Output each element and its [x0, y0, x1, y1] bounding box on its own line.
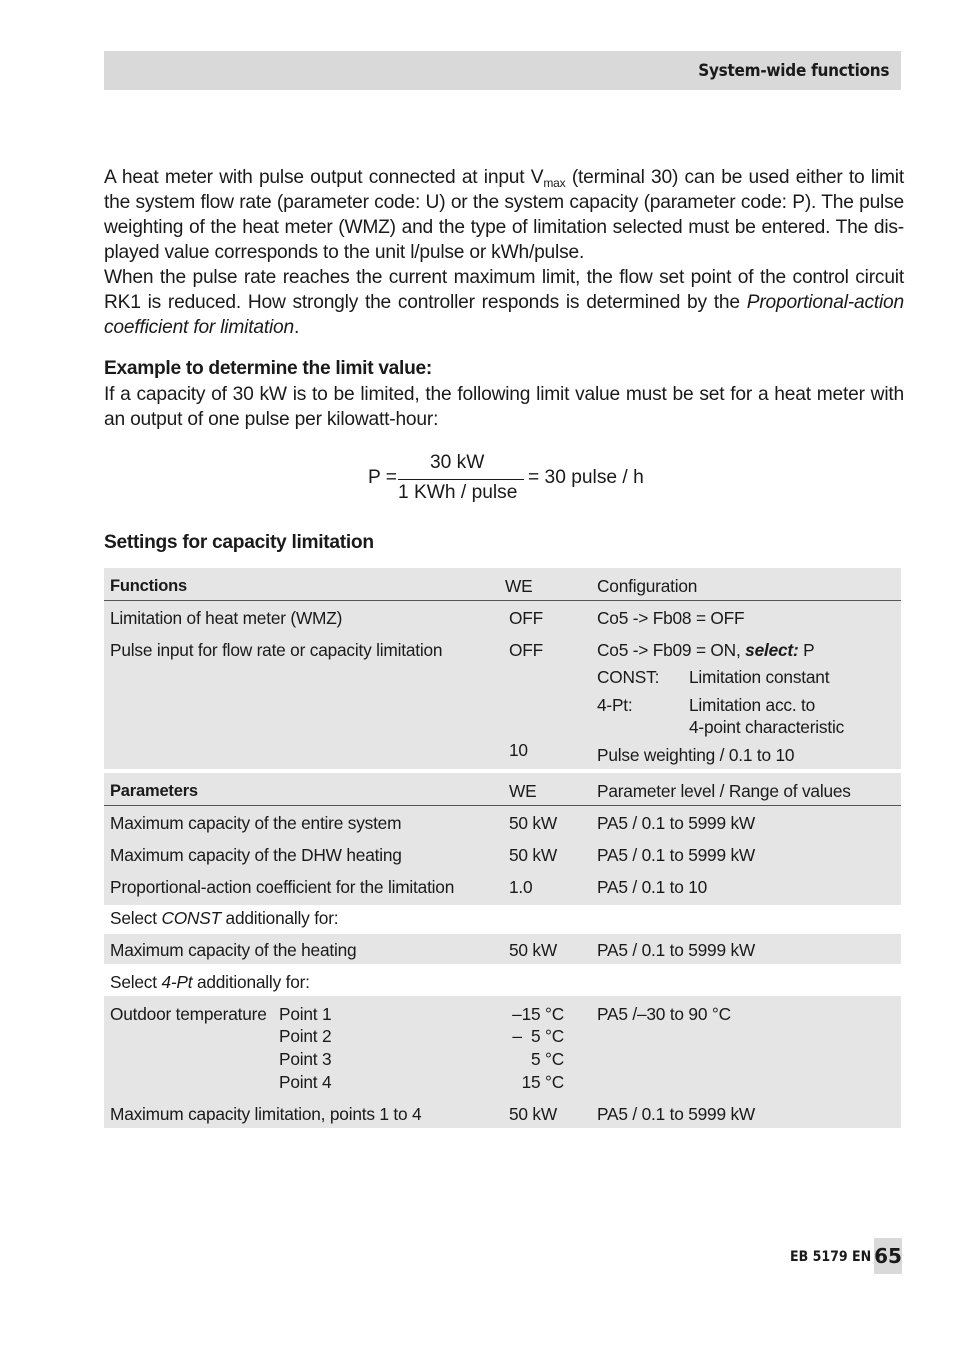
formula-result: = 30 pulse / h: [528, 467, 644, 488]
function-config: Co5 -> Fb09 = ON, select: P: [597, 640, 815, 660]
select-const-note: Select CONST additionally for:: [110, 908, 339, 928]
parameter-range: PA5 / 0.1 to 10: [597, 877, 708, 897]
parameters-header: Parameters: [110, 782, 198, 800]
point-label: Point 4: [279, 1072, 332, 1092]
function-we: 10: [509, 740, 528, 760]
parameter-range: PA5 /–30 to 90 °C: [597, 1004, 731, 1024]
option-value: Limitation acc. to: [689, 695, 816, 715]
fraction-bar: [398, 479, 524, 480]
function-we: OFF: [509, 640, 543, 660]
function-config: Co5 -> Fb08 = OFF: [597, 608, 745, 628]
option-key: CONST:: [597, 667, 660, 687]
function-config: Pulse weighting / 0.1 to 10: [597, 745, 795, 765]
point-value: – 5 °C: [512, 1026, 564, 1046]
header-bar: [104, 51, 901, 90]
functions-header: Functions: [110, 577, 188, 595]
option-key: 4-Pt:: [597, 695, 633, 715]
function-name: Pulse input for flow rate or capacity limitation: [110, 640, 443, 660]
parameter-we: 50 kW: [509, 1104, 557, 1124]
option-value: Limitation constant: [689, 667, 830, 687]
parameter-range: PA5 / 0.1 to 5999 kW: [597, 1104, 756, 1124]
parameters-header-rule: [104, 805, 901, 806]
parameter-we: 50 kW: [509, 813, 557, 833]
section-title: System-wide functions: [697, 61, 889, 81]
point-value: –15 °C: [512, 1004, 564, 1024]
we-header: WE: [505, 576, 533, 596]
function-we: OFF: [509, 608, 543, 628]
formula-numerator: 30 kW: [430, 452, 485, 473]
point-value: 15 °C: [521, 1072, 564, 1092]
configuration-header: Configuration: [597, 576, 698, 596]
formula-denominator: 1 KWh / pulse: [398, 482, 518, 503]
intro-paragraph-2: When the pulse rate reaches the current maximum limit, the flow set point of the control circuit RK1 is reduced. How strongly the controller responds is determined by the Proportional-action coefficient for limitation.: [104, 267, 904, 338]
parameter-we: 50 kW: [509, 940, 557, 960]
intro-text: [104, 165, 904, 340]
intro-paragraph-1: A heat meter with pulse output connected at input $V_{max}$ (terminal 30) can be used either to limit the system flow rate (parameter code: U) or the system capacity (parameter code: P). The pulse weighting of the heat meter (WMZ) and the type of limitation selected must be entered. The dis-played value corresponds to the unit l/pulse or kWh/pulse.: [104, 167, 904, 263]
option-value: 4-point characteristic: [689, 717, 845, 737]
range-header: Parameter level / Range of values: [597, 781, 851, 801]
formula-lhs: P =: [368, 467, 397, 488]
parameter-range: PA5 / 0.1 to 5999 kW: [597, 813, 756, 833]
parameter-range: PA5 / 0.1 to 5999 kW: [597, 845, 756, 865]
we-header: WE: [509, 781, 537, 801]
point-value: 5 °C: [530, 1049, 564, 1069]
formula: [368, 452, 668, 512]
parameter-name: Proportional-action coefficient for the limitation: [110, 877, 455, 897]
parameter-name: Maximum capacity of the DHW heating: [110, 845, 402, 865]
point-label: Point 2: [279, 1026, 332, 1046]
outdoor-temperature-label: Outdoor temperature: [110, 1004, 267, 1024]
example-text: If a capacity of 30 kW is to be limited, the following limit value must be set for a heat meter with an output of one pulse per kilowatt-hour:: [104, 384, 904, 430]
parameter-name: Maximum capacity of the entire system: [110, 813, 402, 833]
functions-header-rule: [104, 600, 901, 601]
document-code: EB 5179 EN: [790, 1249, 872, 1265]
example-heading: Example to determine the limit value:: [104, 358, 432, 379]
settings-heading: Settings for capacity limitation: [104, 532, 374, 553]
parameter-range: PA5 / 0.1 to 5999 kW: [597, 940, 756, 960]
parameter-name: Maximum capacity limitation, points 1 to 4: [110, 1104, 422, 1124]
page-number: 65: [874, 1238, 902, 1274]
parameter-we: 1.0: [509, 877, 533, 897]
parameter-name: Maximum capacity of the heating: [110, 940, 357, 960]
parameter-we: 50 kW: [509, 845, 557, 865]
select-4pt-note: Select 4-Pt additionally for:: [110, 972, 310, 992]
function-name: Limitation of heat meter (WMZ): [110, 608, 343, 628]
point-label: Point 3: [279, 1049, 332, 1069]
point-label: Point 1: [279, 1004, 332, 1024]
